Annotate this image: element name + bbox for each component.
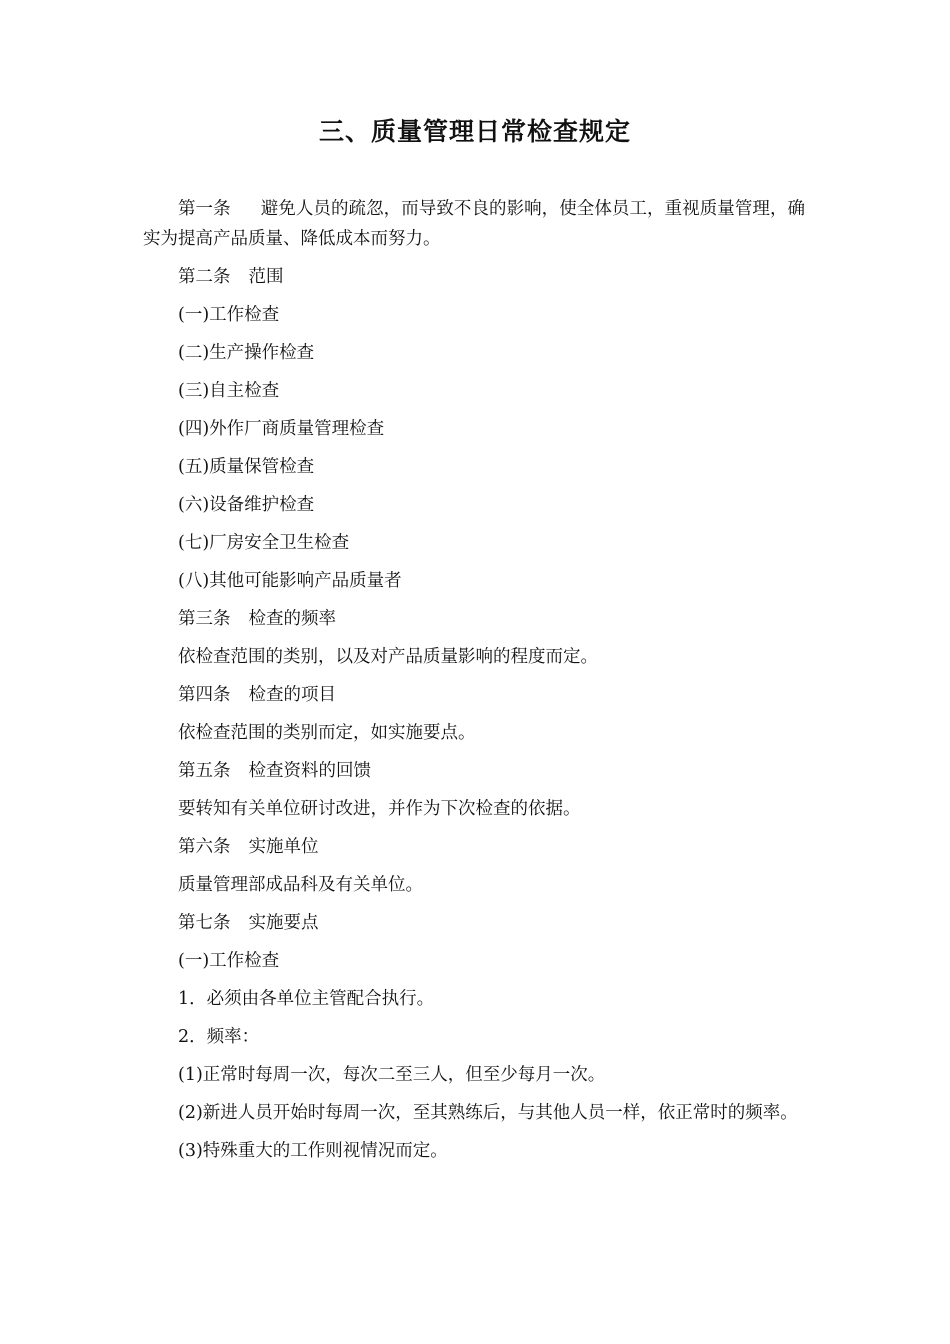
article-6 xyxy=(143,832,805,862)
article-text: 范围 xyxy=(248,267,284,287)
article-label: 第七条 xyxy=(178,913,231,933)
article-body: 质量管理部成品科及有关单位。 xyxy=(178,875,423,895)
scope-item: (五)质量保管检查 xyxy=(178,457,315,477)
frequency-item: (1)正常时每周一次，每次二至三人，但至少每月一次。 xyxy=(178,1065,606,1085)
numbered-item: 1．必须由各单位主管配合执行。 xyxy=(178,989,435,1009)
article-1 xyxy=(143,194,805,254)
article-text: 检查的项目 xyxy=(248,685,336,705)
article-text: 实施要点 xyxy=(248,913,319,933)
article-label: 第三条 xyxy=(178,609,231,629)
scope-item: (八)其他可能影响产品质量者 xyxy=(178,571,402,591)
document-body xyxy=(143,194,805,1166)
frequency-item: (2)新进人员开始时每周一次，至其熟练后，与其他人员一样，依正常时的频率。 xyxy=(178,1103,798,1123)
article-2 xyxy=(143,262,805,292)
article-body: 要转知有关单位研讨改进，并作为下次检查的依据。 xyxy=(178,799,581,819)
article-4 xyxy=(143,680,805,710)
scope-item: (三)自主检查 xyxy=(178,381,280,401)
scope-item: (二)生产操作检查 xyxy=(178,343,315,363)
subsection-heading: (一)工作检查 xyxy=(178,951,280,971)
scope-item: (七)厂房安全卫生检查 xyxy=(178,533,350,553)
article-text: 检查的频率 xyxy=(248,609,336,629)
article-label: 第四条 xyxy=(178,685,231,705)
article-text: 检查资料的回馈 xyxy=(248,761,371,781)
article-label: 第一条 xyxy=(178,199,231,219)
article-3 xyxy=(143,604,805,634)
scope-item: (一)工作检查 xyxy=(178,305,280,325)
article-label: 第六条 xyxy=(178,837,231,857)
frequency-item: (3)特殊重大的工作则视情况而定。 xyxy=(178,1141,448,1161)
article-body: 依检查范围的类别，以及对产品质量影响的程度而定。 xyxy=(178,647,598,667)
article-text: 实施单位 xyxy=(248,837,319,857)
scope-item: (四)外作厂商质量管理检查 xyxy=(178,419,385,439)
article-body: 依检查范围的类别而定，如实施要点。 xyxy=(178,723,476,743)
article-label: 第五条 xyxy=(178,761,231,781)
article-5 xyxy=(143,756,805,786)
article-text: 避免人员的疏忽，而导致不良的影响，使全体员工，重视质量管理，确实为提高产品质量、降低成本而努力。 xyxy=(143,199,806,249)
article-label: 第二条 xyxy=(178,267,231,287)
document-title: 三、质量管理日常检查规定 xyxy=(318,117,631,146)
numbered-item: 2．频率： xyxy=(178,1027,260,1047)
article-7 xyxy=(143,908,805,938)
scope-item: (六)设备维护检查 xyxy=(178,495,315,515)
